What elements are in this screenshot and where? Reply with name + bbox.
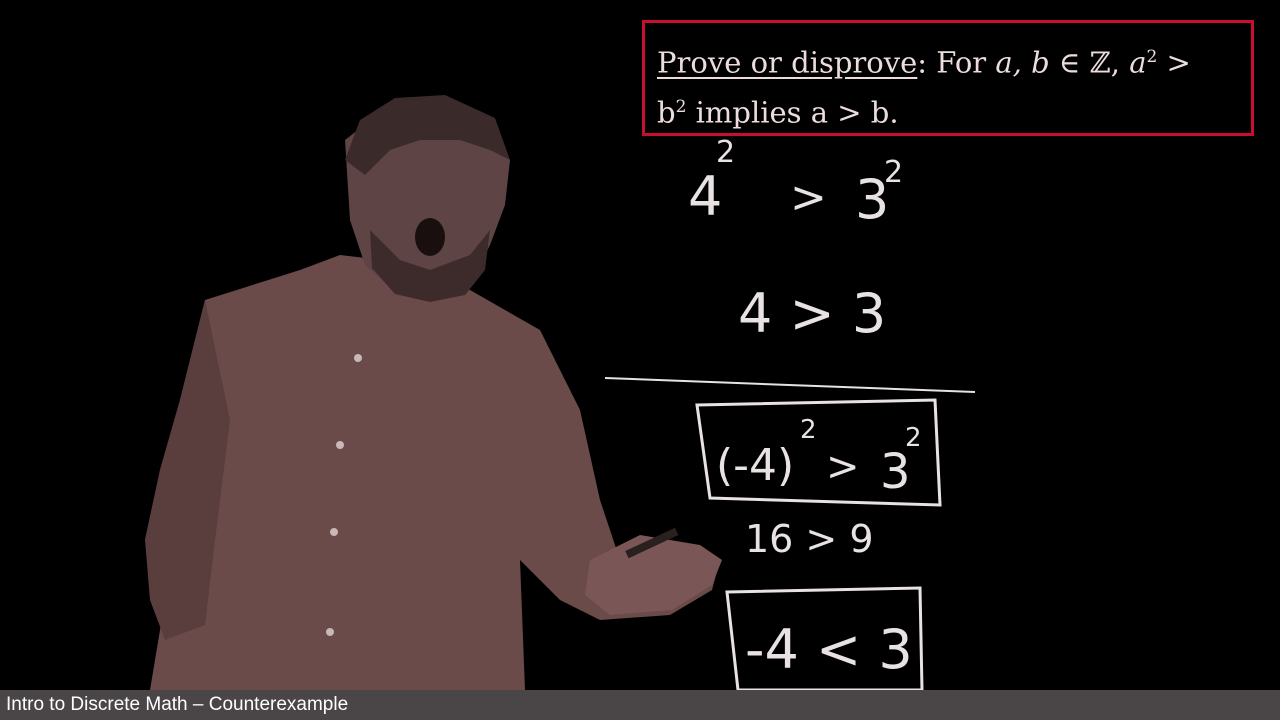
boxed1-rhs: 3 [880, 444, 911, 500]
problem-for: For [927, 45, 996, 80]
line2-text: 4 > 3 [738, 282, 887, 345]
problem-gt: > [1157, 45, 1191, 80]
line1-rhs-exponent: 2 [884, 155, 904, 190]
line1-lhs: 4 [688, 165, 723, 228]
problem-b-var: b [657, 95, 676, 130]
problem-a-var: a [1129, 45, 1147, 80]
problem-colon: : [917, 45, 928, 80]
boxed1-lhs-exponent: 2 [800, 415, 817, 445]
problem-implies: implies a > b. [686, 95, 899, 130]
caption-text: Intro to Discrete Math – Counterexample [6, 694, 349, 715]
caption-bar [0, 690, 1280, 720]
problem-in-set: ∈ ℤ, [1049, 45, 1130, 80]
boxed1-lhs: (-4) [716, 440, 795, 491]
problem-a-exponent: 2 [1146, 47, 1158, 67]
problem-vars: a, b [995, 45, 1050, 80]
boxed2-text: -4 < 3 [745, 618, 913, 681]
chalk-divider [605, 378, 975, 392]
problem-b-exponent: 2 [675, 96, 687, 117]
boxed1-operator: > [826, 444, 860, 490]
problem-lead: Prove or disprove [657, 45, 918, 80]
line1-operator: > [790, 172, 827, 223]
line1-rhs: 3 [855, 168, 890, 231]
line1-lhs-exponent: 2 [716, 135, 736, 170]
line3-text: 16 > 9 [745, 517, 874, 561]
boxed1-rhs-exponent: 2 [905, 423, 922, 453]
